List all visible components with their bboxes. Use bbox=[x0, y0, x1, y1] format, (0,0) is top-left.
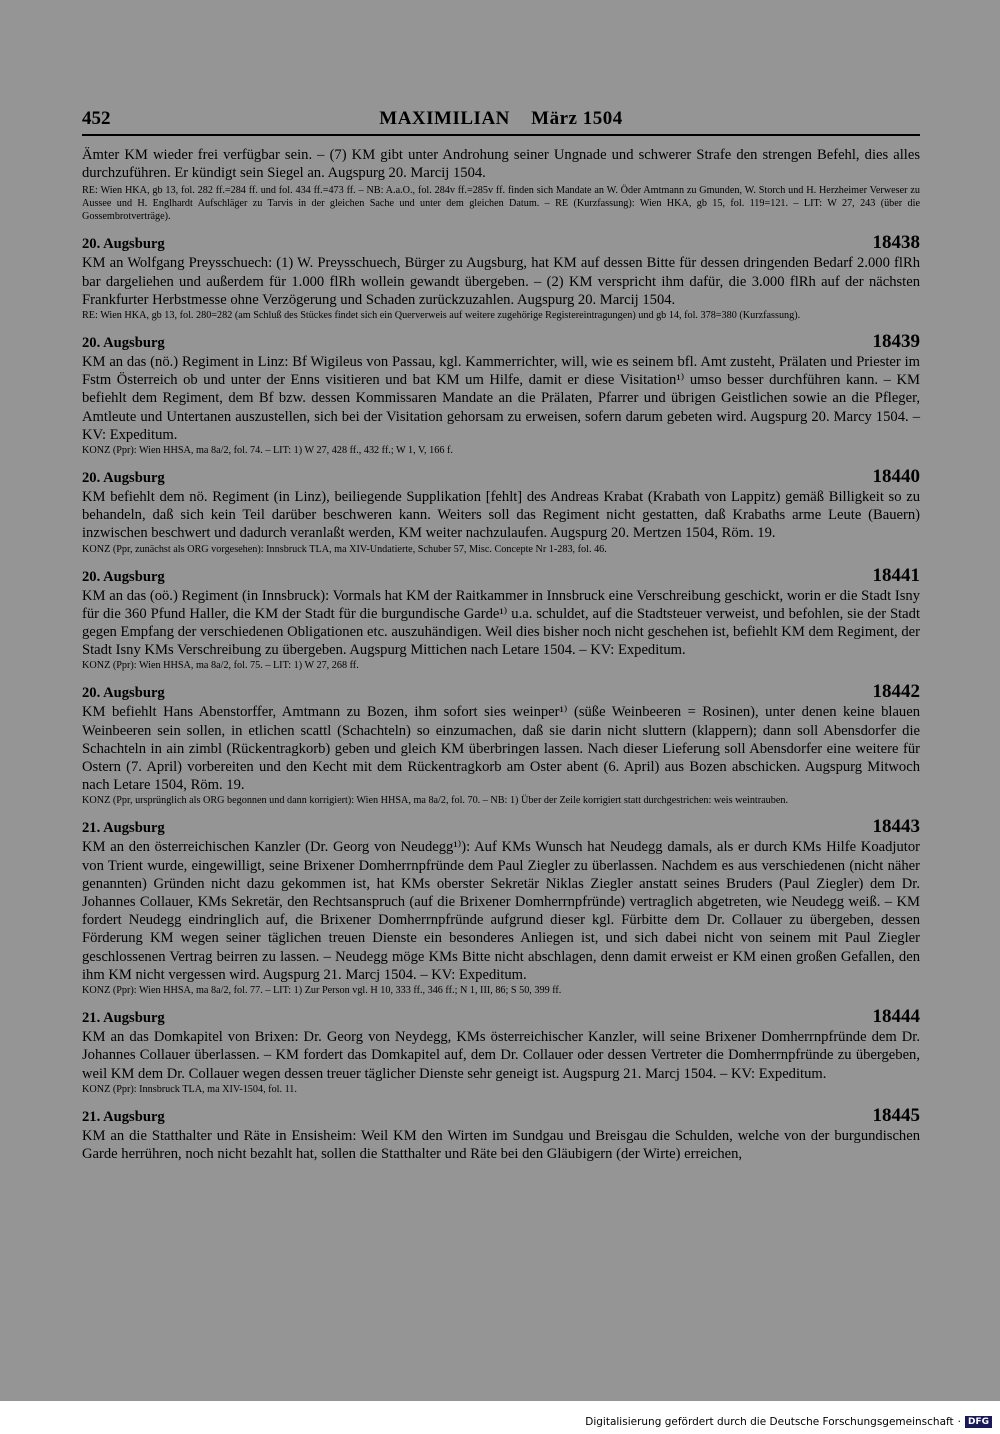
entry-note: RE: Wien HKA, gb 13, fol. 280=282 (am Schluß des Stückes findet sich ein Querverweis auf weitere zugehörige Registereintragungen) und gb 14, fol. 378=380 (Kurzfassung). bbox=[82, 310, 801, 322]
entry-head bbox=[82, 683, 920, 703]
footer-credit: Digitalisierung gefördert durch die Deutsche Forschungsgemeinschaft bbox=[585, 1416, 954, 1428]
entry-head bbox=[82, 333, 920, 353]
entry-head bbox=[82, 1008, 920, 1028]
entry-number: 18441 bbox=[872, 564, 920, 586]
entry-body: KM an das Domkapitel von Brixen: Dr. Georg von Neydegg, KMs österreichischer Kanzler, will seine Brixener Domherrnpfründe dem Dr. Johannes Collauer überlassen. – KM fordert das Domkapitel auf, dem Dr. Collauer oder dessen Vertreter die Domherrnpfründe zu übergeben, weil KM dem Dr. Collauer wegen dessen treuer täglicher Dienste sehr geneigt ist. Augspurg 21. Marcj 1504. – KV: Expeditum. bbox=[82, 1029, 920, 1082]
entry-date: 21. Augsburg bbox=[82, 1108, 165, 1125]
regest-entry bbox=[82, 1008, 920, 1096]
regest-entry bbox=[82, 564, 920, 673]
entry-note: RE: Wien HKA, gb 13, fol. 282 ff.=284 ff. und fol. 434 ff.=473 ff. – NB: A.a.O., fol. 284v ff.=285v ff. finden sich Mandate an W. Öder Amtmann zu Gmunden, W. Storch und H. Herzheimer Verweser zu Aussee und H. Englhardt Aufschläger zu Tarvis in der gleichen Sache und unter dem gleichen Datum. – RE (Kurzfassung): Wien HKA, gb 15, fol. 119=121. – LIT: W 27, 243 (über die Gossembrotverträge). bbox=[82, 185, 920, 223]
entry-note: KONZ (Ppr): Innsbruck TLA, ma XIV-1504, fol. 11. bbox=[82, 1083, 297, 1095]
entry-head bbox=[82, 564, 920, 587]
entry-number: 18443 bbox=[872, 816, 920, 838]
footer: Digitalisierung gefördert durch die Deutsche Forschungsgemeinschaft · DFG bbox=[585, 1416, 992, 1428]
entry-head bbox=[82, 468, 920, 488]
entry-date: 20. Augsburg bbox=[82, 470, 165, 487]
page-content bbox=[82, 104, 920, 1163]
entry-date: 20. Augsburg bbox=[82, 236, 165, 253]
entry-date: 21. Augsburg bbox=[82, 820, 165, 837]
entry-note: KONZ (Ppr, zunächst als ORG vorgesehen): Innsbruck TLA, ma XIV-Undatierte, Schuber 57, Misc. Concepte Nr 1-283, fol. 46. bbox=[82, 543, 607, 555]
entry-date: 21. Augsburg bbox=[82, 1010, 165, 1027]
entry-list bbox=[82, 234, 920, 1163]
dfg-logo: DFG bbox=[965, 1416, 992, 1428]
page-title-name: MAXIMILIAN bbox=[379, 108, 510, 129]
entry-head bbox=[82, 818, 920, 838]
entry-body: KM an das (nö.) Regiment in Linz: Bf Wigileus von Passau, kgl. Kammerrichter, will, wie es seinem bfl. Amt zusteht, Prälaten und Priester im Fstm Österreich ob und unter der Enns visitieren und bat KM um Hilfe, damit er diese Visitation¹⁾ umso besser durchführen kann. – KM befiehlt dem Regiment, dem Bf bzw. dessen Kommissaren Mandate an die Prälaten, Pfarrer und übrigen Geistlichen sowie an die Pfleger, Amtleute und Untertanen auszustellen, sich bei der Visitation gehorsam zu erweisen, sofern darum gebeten wird. Augspurg 20. Marcy 1504. – KV: Expeditum. bbox=[82, 354, 920, 443]
entry-date: 20. Augsburg bbox=[82, 685, 165, 702]
entry-note: KONZ (Ppr, ursprünglich als ORG begonnen und dann korrigiert): Wien HHSA, ma 8a/2, fol. 70. – NB: 1) Über der Zeile korrigiert statt durchgestrichen: weis weintrauben. bbox=[82, 795, 789, 807]
entry-body: KM befiehlt Hans Abenstorffer, Amtmann zu Bozen, ihm sofort sies weinper¹⁾ (süße Weinbeeren = Rosinen), unter denen keine blauen Weinbeeren sein sollen, in etlichen scattl (Schachteln) so einzumachen, daß sie darin nicht sluttern (klappern); dann soll Abensdorfer die Schachteln in ain zimbl (Rückentragkorb) geben und gleich KM überbringen lassen. Nach dieser Lieferung soll Abensdorfer eine weitere für Ostern (7. April) vorbereiten und den Kecht mit dem Rückentragkorb am Oster abent (6. April) aus Bozen abschicken. Augspurg Mitwoch nach Letare 1504, Röm. 19. bbox=[82, 704, 920, 794]
page-number: 452 bbox=[82, 108, 111, 129]
regest-entry bbox=[82, 234, 920, 322]
entry-body: KM befiehlt dem nö. Regiment (in Linz), beiliegende Supplikation [fehlt] des Andreas Krabat (Krabath von Lappitz) gemäß Billigkeit so zu behandeln, daß sich kein Teil darüber beschweren kann. Weiters soll das Regiment nicht gestatten, daß Krabaths arme Leute (Bauern) inzwischen beschwert und dadurch veranlaßt werden, KM weiter nachzulaufen. Augspurg 20. Mertzen 1504, Röm. 19. bbox=[82, 489, 920, 542]
regest-entry bbox=[82, 683, 920, 807]
entry-date: 20. Augsburg bbox=[82, 335, 165, 352]
entry-number: 18444 bbox=[872, 1006, 920, 1028]
page-title bbox=[82, 108, 920, 130]
running-head bbox=[82, 104, 920, 136]
entry-date: 20. Augsburg bbox=[82, 568, 165, 585]
entry-number: 18440 bbox=[872, 466, 920, 488]
entry-body: KM an den österreichischen Kanzler (Dr. Georg von Neudegg¹⁾): Auf KMs Wunsch hat Neudegg damals, als er durch KMs Hilfe Koadjutor von Trient wurde, eingewilligt, seine Brixener Domherrnpfründe dem Paul Ziegler zu überlassen. Nachdem es aus verschiedenen (nicht näher genannten) Gründen nicht dazu gekommen ist, hat KMs oberster Sekretär Niklas Ziegler anstatt seines Bruders (Paul Ziegler) dem Dr. Johannes Collauer, KMs Sekretär, den Rechtsanspruch (auf die Brixener Domherrnpfründe) vertraglich abgetreten, wie Neudegg weiß. – KM fordert Neudegg eindringlich auf, die Brixener Domherrnpfründe aufgrund dieser kgl. Fürbitte dem Dr. Collauer zu übergeben, dessen Förderung KM wegen seiner täglichen treuen Dienste ein besonderes Anliegen ist, und sich dabei nicht von seinem mit Paul Ziegler geschlossenen Vertrag beirren zu lassen. – Neudegg möge KMs Bitte nicht abschlagen, denn damit erweist er KM einen großen Gefallen, den ihm KM nicht vergessen wird. Augspurg 21. Marcj 1504. – KV: Expeditum. bbox=[82, 839, 920, 983]
entry-body: KM an die Statthalter und Räte in Ensisheim: Weil KM den Wirten im Sundgau und Breisgau die Schulden, welche von der burgundischen Garde herrühren, noch nicht bezahlt hat, sollen die Statthalter und Räte bei den Gläubigern (der Wirte) erreichen, bbox=[82, 1127, 920, 1162]
continued-entry bbox=[82, 146, 920, 223]
regest-entry bbox=[82, 818, 920, 997]
entry-number: 18438 bbox=[872, 232, 920, 254]
regest-entry bbox=[82, 468, 920, 556]
regest-entry bbox=[82, 333, 920, 457]
entry-body: Ämter KM wieder frei verfügbar sein. – (7) KM gibt unter Androhung seiner Ungnade und schwerer Strafe den strengen Befehl, dies alles durchzuführen. Er kündigt sein Siegel an. Augspurg 20. Marcij 1504. bbox=[82, 147, 920, 182]
entry-head bbox=[82, 1104, 920, 1127]
entry-number: 18439 bbox=[872, 331, 920, 353]
entry-body: KM an das (oö.) Regiment (in Innsbruck): Vormals hat KM der Raitkammer in Innsbruck eine Verschreibung geschickt, worin er die Stadt Isny für die 360 Pfund Haller, die KM der Stadt für die burgundische Garde¹⁾ u.a. schuldet, auf die Stadtsteuer verweist, und befohlen, sie der Stadt gegen Empfang der verschiedenen Obligationen etc. auszuhändigen. Weil dies bisher noch nicht geschehen ist, befiehlt KM dem Regiment, der Stadt Isny KMs Verschreibung zu übergeben. Augspurg Mittichen nach Letare 1504. – KV: Expeditum. bbox=[82, 587, 920, 659]
page-title-date: März 1504 bbox=[531, 108, 623, 129]
entry-number: 18442 bbox=[872, 681, 920, 703]
entry-number: 18445 bbox=[872, 1104, 920, 1126]
entry-body: KM an Wolfgang Preysschuech: (1) W. Preysschuech, Bürger zu Augsburg, hat KM auf dessen Bitte für dessen dringenden Bedarf 2.000 flRh bar dargeliehen und außerdem für 1.000 flRh wollein gewandt übergeben. – (2) KM verspricht ihm dafür, die 3.000 flRh auf der nächsten Frankfurter Herbstmesse ohne Verzögerung und Schaden zurückzuzahlen. Augspurg 20. Marcij 1504. bbox=[82, 255, 920, 308]
entry-head bbox=[82, 234, 920, 254]
entry-note: KONZ (Ppr): Wien HHSA, ma 8a/2, fol. 75. – LIT: 1) W 27, 268 ff. bbox=[82, 660, 359, 672]
entry-note: KONZ (Ppr): Wien HHSA, ma 8a/2, fol. 74. – LIT: 1) W 27, 428 ff., 432 ff.; W 1, V, 166 f. bbox=[82, 445, 453, 457]
entry-note: KONZ (Ppr): Wien HHSA, ma 8a/2, fol. 77. – LIT: 1) Zur Person vgl. H 10, 333 ff., 346 ff.; N 1, III, 86; S 50, 399 ff. bbox=[82, 985, 562, 997]
regest-entry bbox=[82, 1104, 920, 1163]
